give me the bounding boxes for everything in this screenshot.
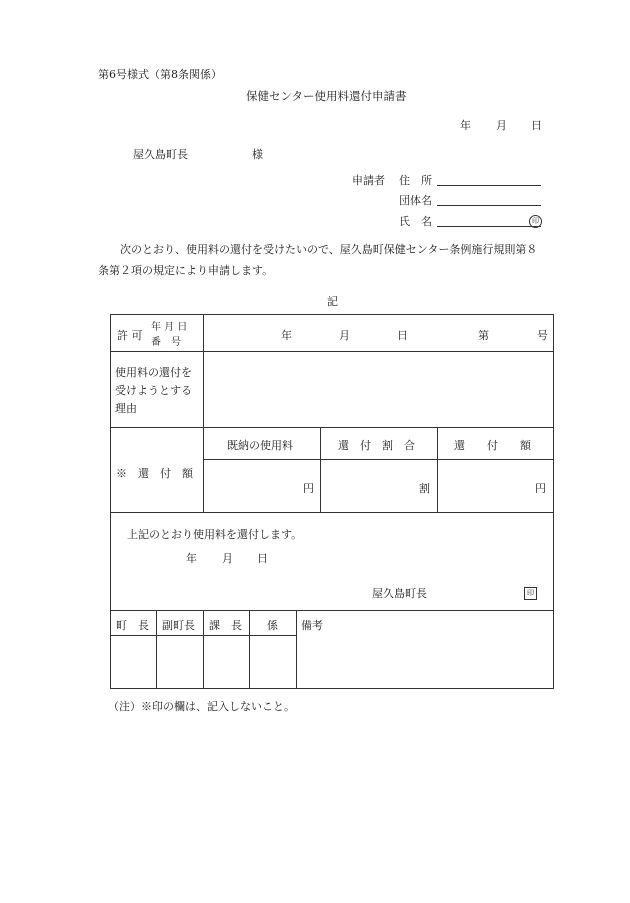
permit-no-suffix: 号 [537, 329, 548, 342]
approval-year: 年 [186, 552, 197, 565]
mayor-name: 屋久島町長 [372, 587, 427, 600]
stamp-staff-label: 係 [267, 619, 278, 632]
row-line-1 [110, 351, 553, 352]
name-line [437, 226, 541, 227]
col-line-amount [437, 427, 438, 512]
approval-day: 日 [257, 552, 268, 565]
body-text-line2: 条第２項の規定により申請します。 [98, 264, 274, 277]
address-line [437, 185, 541, 186]
table-border-top [110, 314, 553, 315]
remarks-label: 備考 [301, 619, 323, 632]
permit-day: 日 [397, 329, 408, 342]
permit-label: 許 可 [117, 329, 143, 342]
permit-no-prefix: 第 [478, 329, 489, 342]
approval-text: 上記のとおり使用料を還付します。 [127, 528, 303, 541]
row-line-3 [110, 512, 553, 513]
stamp-section-label: 課 長 [209, 619, 242, 632]
org-line [437, 205, 541, 206]
permit-number-label: 番 号 [151, 337, 181, 348]
table-border-left [110, 314, 111, 689]
footer-note: （注）※印の欄は、記入しないこと。 [108, 700, 295, 713]
stamp-deputy-label: 副町長 [162, 619, 195, 632]
body-text-line1: 次のとおり、使用料の還付を受けたいので、屋久島町保健センター条例施行規則第８ [120, 243, 538, 256]
date-day: 日 [531, 119, 542, 132]
addressee-honorific: 様 [252, 148, 263, 161]
unit-yen-amount: 円 [535, 482, 546, 495]
form-number: 第6号様式（第8条関係） [98, 68, 222, 81]
row-line-4 [110, 610, 553, 611]
applicant-address-label: 住 所 [399, 174, 432, 187]
date-year: 年 [460, 119, 471, 132]
col-line-label [203, 314, 204, 512]
applicant-seal: 印 [529, 213, 542, 228]
col-header-rate: 還 付 割 合 [338, 439, 415, 452]
col-line-stamp-2 [203, 610, 204, 688]
col-header-paid: 既納の使用料 [227, 439, 293, 452]
table-border-bottom [110, 688, 553, 689]
stamp-mayor-label: 町 長 [116, 619, 149, 632]
date-month: 月 [496, 119, 507, 132]
row-line-2 [110, 427, 553, 428]
table-border-right [553, 314, 554, 689]
document-title: 保健センター使用料還付申請書 [246, 89, 407, 103]
col-header-amount: 還 付 額 [454, 439, 531, 452]
row-line-refund-header [203, 459, 553, 460]
refund-label: ※ 還 付 額 [116, 467, 193, 480]
approval-month: 月 [222, 552, 233, 565]
permit-year: 年 [281, 329, 292, 342]
reason-label-3: 理由 [115, 402, 137, 415]
unit-wari: 割 [419, 482, 430, 495]
permit-month: 月 [339, 329, 350, 342]
col-line-rate [320, 427, 321, 512]
reason-label-1: 使用料の還付を [115, 366, 192, 379]
applicant-org-label: 団体名 [399, 194, 432, 207]
permit-date-label: 年 月 日 [151, 322, 188, 333]
reason-label-2: 受けようとする [115, 384, 192, 397]
unit-yen-paid: 円 [303, 482, 314, 495]
col-line-stamp-4 [296, 610, 297, 688]
applicant-label: 申請者 [352, 174, 385, 187]
col-line-stamp-1 [156, 610, 157, 688]
addressee-name: 屋久島町長 [133, 148, 188, 161]
col-line-stamp-3 [249, 610, 250, 688]
applicant-name-label: 氏 名 [399, 215, 432, 228]
ki-heading: 記 [327, 295, 338, 308]
mayor-seal: 印 [524, 585, 537, 600]
